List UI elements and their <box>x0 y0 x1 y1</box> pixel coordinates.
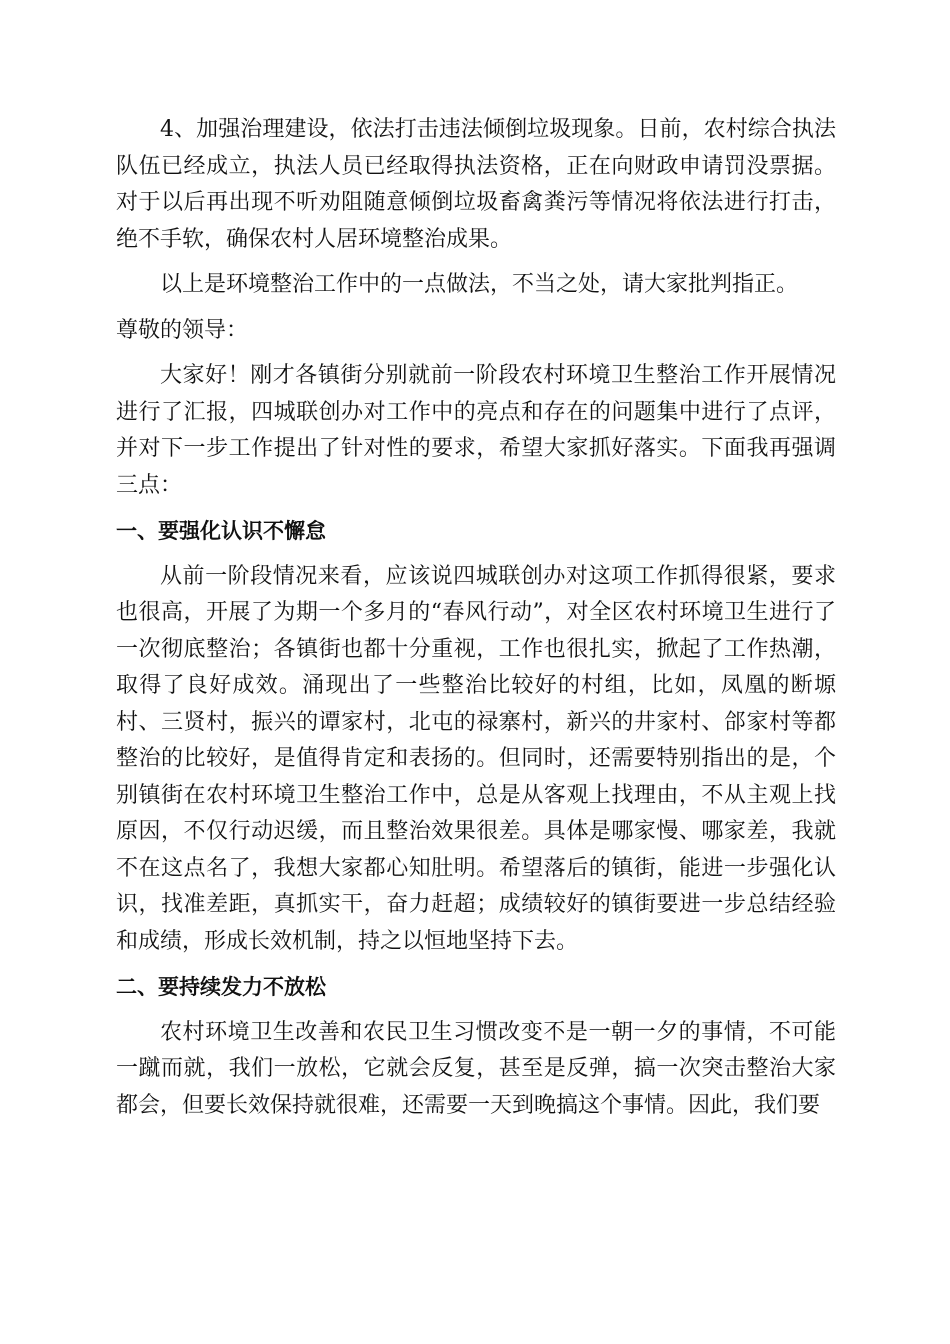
salutation: 尊敬的领导： <box>116 317 249 343</box>
paragraph-item-4: 4、加强治理建设，依法打击违法倾倒垃圾现象。日前，农村综合执法队伍已经成立，执法人员已经取得执法资格，正在向财政申请罚没票据。对于以后再出现不听劝阻随意倾倒垃圾畜禽粪污等情况将依法进行打击，绝不手软，确保农村人居环境整治成果。 <box>116 117 836 252</box>
paragraph-closing: 以上是环境整治工作中的一点做法，不当之处，请大家批判指正。 <box>160 272 799 297</box>
paragraph-section-2: 农村环境卫生改善和农民卫生习惯改变不是一朝一夕的事情，不可能一蹴而就，我们一放松，它就会反复，甚至是反弹，搞一次突击整治大家都会，但要长效保持就很难，还需要一天到晚搞这个事情。因此，我们要 <box>116 1019 836 1118</box>
paragraph-section-1: 从前一阶段情况来看，应该说四城联创办对这项工作抓得很紧，要求也很高，开展了为期一个多月的“春风行动”，对全区农村环境卫生进行了一次彻底整治；各镇街也都十分重视，工作也很扎实，掀起了工作热潮，取得了良好成效。涌现出了一些整治比较好的村组，比如，凤凰的断塬村、三贤村，振兴的谭家村，北屯的禄寨村，新兴的井家村、郃家村等都整治的比较好，是值得肯定和表扬的。但同时，还需要特别指出的是，个别镇街在农村环境卫生整治工作中，总是从客观上找理由，不从主观上找原因，不仅行动迟缓，而且整治效果很差。具体是哪家慢、哪家差，我就不在这点名了，我想大家都心知肚明。希望落后的镇街，能进一步强化认识，找准差距，真抓实干，奋力赶超；成绩较好的镇街要进一步总结经验和成绩，形成长效机制，持之以恒地坚持下去。 <box>116 563 836 954</box>
section-heading-1: 一、要强化认识不懈怠 <box>116 519 326 543</box>
section-heading-2: 二、要持续发力不放松 <box>116 975 326 999</box>
document-page <box>116 112 836 1133</box>
paragraph-intro: 大家好！刚才各镇街分别就前一阶段农村环境卫生整治工作开展情况进行了汇报，四城联创办对工作中的亮点和存在的问题集中进行了点评，并对下一步工作提出了针对性的要求，希望大家抓好落实。下面我再强调三点： <box>116 363 836 498</box>
